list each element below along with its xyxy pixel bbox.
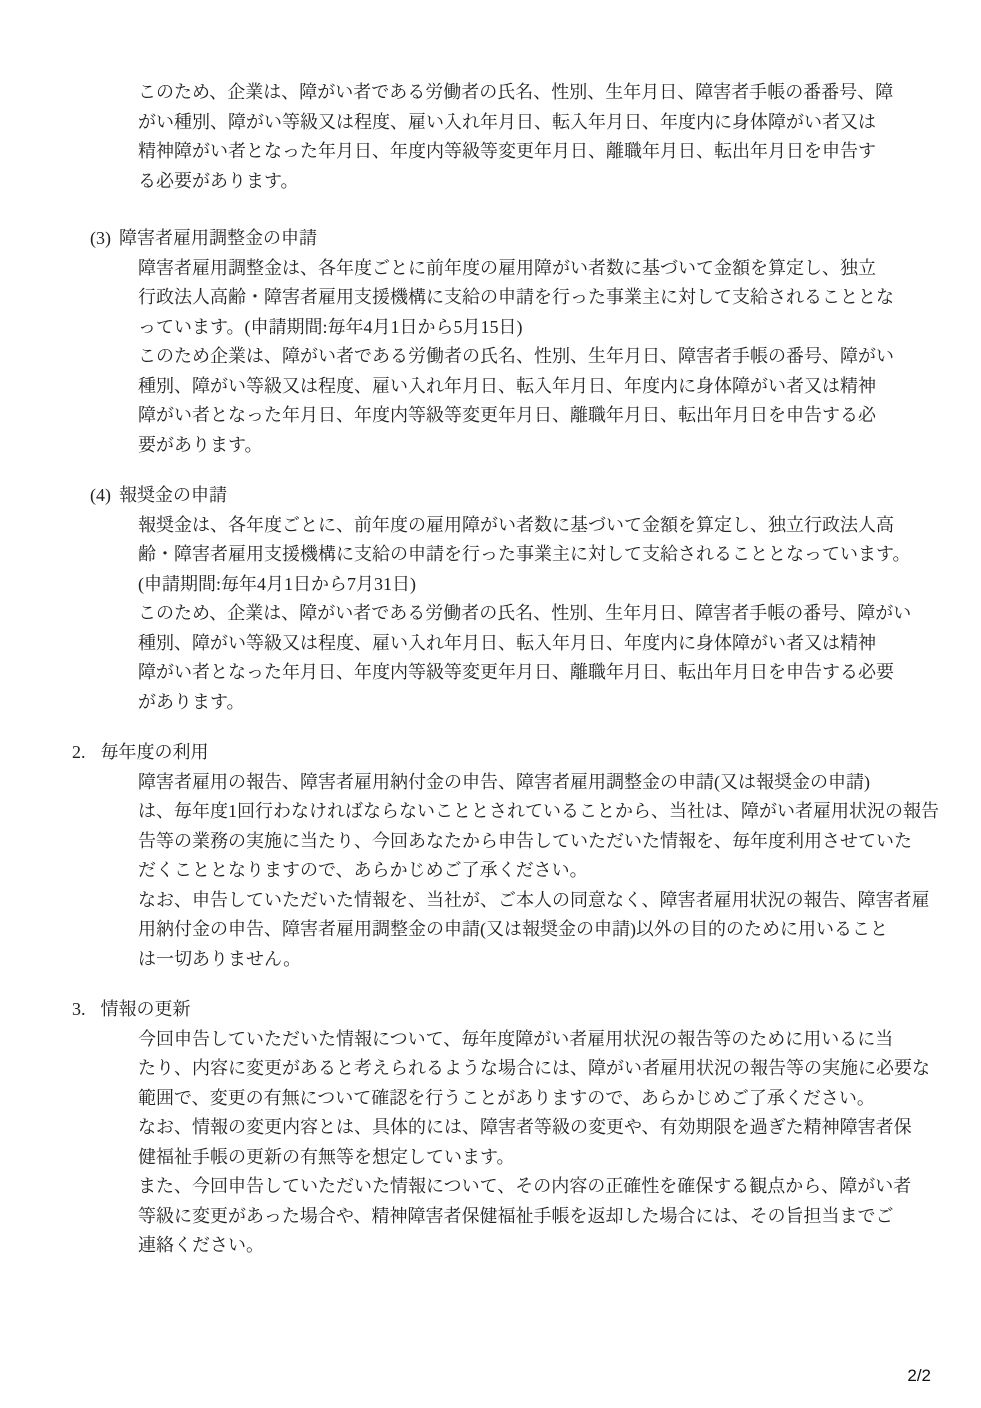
paragraph: [0, 599, 981, 717]
text-line: 種別、障がい等級又は程度、雇い入れ年月日、転入年月日、年度内に身体障がい者又は精神: [138, 375, 876, 396]
heading-title: 障害者雇用調整金の申請: [119, 228, 317, 248]
text-line: 告等の業務の実施に当たり、今回あなたから申告していただいた情報を、毎年度利用させていた: [138, 830, 912, 851]
heading-title: 情報の更新: [100, 999, 191, 1019]
paragraph: [0, 342, 981, 460]
text-line: このため、企業は、障がい者である労働者の氏名、性別、生年月日、障害者手帳の番番号、障: [138, 82, 894, 102]
paragraph: [0, 886, 981, 975]
text-line: (申請期間:毎年4月1日から7月31日): [138, 573, 416, 594]
text-line: このため企業は、障がい者である労働者の氏名、性別、生年月日、障害者手帳の番号、障がい: [138, 346, 894, 366]
text-line: る必要があります。: [138, 170, 299, 191]
heading-annual-use: [0, 738, 981, 768]
text-line: 健福祉手帳の更新の有無等を想定しています。: [138, 1146, 515, 1167]
text-line: がい種別、障がい等級又は程度、雇い入れ年月日、転入年月日、年度内に身体障がい者又は: [138, 111, 876, 132]
text-line: っています。(申請期間:毎年4月1日から5月15日): [138, 316, 523, 337]
heading-reward-application: [0, 481, 981, 511]
paragraph: [0, 511, 981, 600]
text-line: なお、情報の変更内容とは、具体的には、障害者等級の変更や、有効期限を過ぎた精神障害者保: [138, 1117, 912, 1137]
text-line: だくこととなりますので、あらかじめご了承ください。: [138, 860, 588, 880]
text-line: 報奨金は、各年度ごとに、前年度の雇用障がい者数に基づいて金額を算定し、独立行政法人高: [138, 514, 894, 535]
text-line: は、毎年度1回行わなければならないこととされていることから、当社は、障がい者雇用状況の報告: [138, 801, 939, 821]
text-line: は一切ありません。: [138, 948, 302, 969]
text-line: 種別、障がい等級又は程度、雇い入れ年月日、転入年月日、年度内に身体障がい者又は精神: [138, 632, 876, 653]
text-line: なお、申告していただいた情報を、当社が、ご本人の同意なく、障害者雇用状況の報告、障害者雇: [138, 889, 930, 910]
heading-title: 毎年度の利用: [100, 742, 209, 762]
heading-information-update: [0, 995, 981, 1025]
text-line: 行政法人高齢・障害者雇用支援機構に支給の申請を行った事業主に対して支給されることとな: [138, 287, 894, 307]
text-line: このため、企業は、障がい者である労働者の氏名、性別、生年月日、障害者手帳の番号、障がい: [138, 603, 912, 623]
text-line: があります。: [138, 691, 245, 712]
text-line: 障がい者となった年月日、年度内等級等変更年月日、離職年月日、転出年月日を申告する必要: [138, 662, 894, 682]
paragraph: [0, 1025, 981, 1114]
text-line: 用納付金の申告、障害者雇用調整金の申請(又は報奨金の申請)以外の目的のために用いること: [138, 919, 888, 939]
heading-adjustment-grant-application: [0, 224, 981, 254]
text-line: 精神障がい者となった年月日、年度内等級等変更年月日、離職年月日、転出年月日を申告す: [138, 141, 876, 161]
text-line: 齢・障害者雇用支援機構に支給の申請を行った事業主に対して支給されることとなっています。: [138, 544, 911, 564]
paragraph: [0, 254, 981, 343]
heading-number: (4): [90, 485, 111, 505]
text-line: 障害者雇用調整金は、各年度ごとに前年度の雇用障がい者数に基づいて金額を算定し、独立: [138, 257, 876, 278]
text-line: たり、内容に変更があると考えられるような場合には、障がい者雇用状況の報告等の実施に必要な: [138, 1058, 930, 1078]
paragraph: [0, 768, 981, 886]
text-line: 障害者雇用の報告、障害者雇用納付金の申告、障害者雇用調整金の申請(又は報奨金の申請): [138, 771, 870, 792]
text-line: 範囲で、変更の有無について確認を行うことがありますので、あらかじめご了承ください。: [138, 1087, 875, 1108]
paragraph-continuation: [0, 78, 981, 196]
paragraph: [0, 1113, 981, 1172]
text-line: 要があります。: [138, 434, 263, 455]
paragraph: [0, 1172, 981, 1261]
text-line: また、今回申告していただいた情報について、その内容の正確性を確保する観点から、障がい者: [138, 1176, 912, 1196]
text-line: 等級に変更があった場合や、精神障害者保健福祉手帳を返却した場合には、その旨担当までご: [138, 1205, 894, 1226]
text-line: 障がい者となった年月日、年度内等級等変更年月日、離職年月日、転出年月日を申告する必: [138, 405, 876, 425]
page-number: 2/2: [907, 1366, 931, 1385]
heading-number: (3): [90, 228, 111, 248]
text-line: 今回申告していただいた情報について、毎年度障がい者雇用状況の報告等のために用いるに当: [138, 1028, 894, 1049]
heading-title: 報奨金の申請: [119, 485, 227, 505]
text-line: 連絡ください。: [138, 1235, 264, 1255]
heading-number: 2.: [72, 742, 86, 762]
heading-number: 3.: [72, 999, 86, 1019]
